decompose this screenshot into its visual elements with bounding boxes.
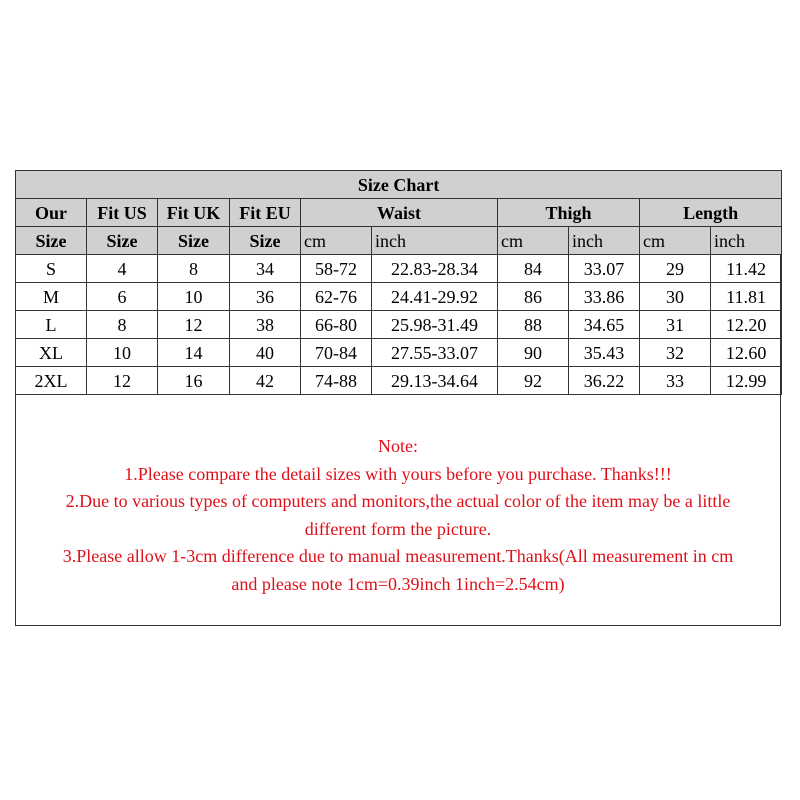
cell-fit-uk: 10 xyxy=(158,283,230,311)
length-unit-inch: inch xyxy=(711,227,782,255)
waist-unit-cm: cm xyxy=(301,227,372,255)
table-row xyxy=(16,311,782,339)
cell-fit-us: 8 xyxy=(87,311,158,339)
notes-block xyxy=(16,433,780,598)
cell-fit-uk: 16 xyxy=(158,367,230,395)
cell-thigh-cm: 88 xyxy=(498,311,569,339)
note-heading: Note: xyxy=(378,436,418,456)
cell-thigh-inch: 34.65 xyxy=(569,311,640,339)
header-our-size-sub: Size xyxy=(16,227,87,255)
cell-fit-us: 10 xyxy=(87,339,158,367)
cell-length-inch: 12.60 xyxy=(711,339,782,367)
cell-waist-cm: 70-84 xyxy=(301,339,372,367)
table-row xyxy=(16,367,782,395)
cell-length-cm: 31 xyxy=(640,311,711,339)
cell-length-cm: 33 xyxy=(640,367,711,395)
cell-length-inch: 12.20 xyxy=(711,311,782,339)
cell-thigh-inch: 36.22 xyxy=(569,367,640,395)
cell-thigh-cm: 86 xyxy=(498,283,569,311)
cell-fit-eu: 36 xyxy=(230,283,301,311)
table-row xyxy=(16,255,782,283)
cell-length-cm: 30 xyxy=(640,283,711,311)
cell-fit-us: 4 xyxy=(87,255,158,283)
size-table xyxy=(15,170,782,395)
cell-fit-eu: 40 xyxy=(230,339,301,367)
cell-waist-cm: 66-80 xyxy=(301,311,372,339)
cell-waist-inch: 24.41-29.92 xyxy=(372,283,498,311)
cell-our-size: XL xyxy=(16,339,87,367)
cell-length-inch: 12.99 xyxy=(711,367,782,395)
cell-thigh-cm: 84 xyxy=(498,255,569,283)
cell-length-cm: 32 xyxy=(640,339,711,367)
header-fit-us: Fit US xyxy=(87,199,158,227)
cell-thigh-inch: 33.07 xyxy=(569,255,640,283)
cell-waist-inch: 29.13-34.64 xyxy=(372,367,498,395)
cell-fit-uk: 14 xyxy=(158,339,230,367)
header-fit-eu: Fit EU xyxy=(230,199,301,227)
header-fit-us-sub: Size xyxy=(87,227,158,255)
header-waist: Waist xyxy=(301,199,498,227)
header-our-size: Our xyxy=(16,199,87,227)
cell-waist-inch: 22.83-28.34 xyxy=(372,255,498,283)
cell-fit-eu: 38 xyxy=(230,311,301,339)
cell-our-size: S xyxy=(16,255,87,283)
cell-length-cm: 29 xyxy=(640,255,711,283)
length-unit-cm: cm xyxy=(640,227,711,255)
note-line-3-cont: and please note 1cm=0.39inch 1inch=2.54cm) xyxy=(231,573,565,594)
cell-waist-inch: 27.55-33.07 xyxy=(372,339,498,367)
cell-fit-us: 6 xyxy=(87,283,158,311)
cell-waist-inch: 25.98-31.49 xyxy=(372,311,498,339)
cell-fit-uk: 8 xyxy=(158,255,230,283)
cell-our-size: 2XL xyxy=(16,367,87,395)
size-chart xyxy=(15,170,781,626)
cell-thigh-cm: 90 xyxy=(498,339,569,367)
cell-fit-eu: 42 xyxy=(230,367,301,395)
cell-thigh-inch: 35.43 xyxy=(569,339,640,367)
cell-fit-us: 12 xyxy=(87,367,158,395)
note-line-3: 3.Please allow 1-3cm difference due to manual measurement.Thanks(All measurement in cm xyxy=(62,546,734,566)
header-thigh: Thigh xyxy=(498,199,640,227)
header-fit-uk-sub: Size xyxy=(158,227,230,255)
cell-thigh-cm: 92 xyxy=(498,367,569,395)
note-line-1: 1.Please compare the detail sizes with yours before you purchase. Thanks!!! xyxy=(124,463,672,484)
table-row xyxy=(16,339,782,367)
size-rows xyxy=(16,255,782,395)
note-line-2: 2.Due to various types of computers and monitors,the actual color of the item may be a little xyxy=(65,491,731,511)
cell-thigh-inch: 33.86 xyxy=(569,283,640,311)
chart-title: Size Chart xyxy=(16,171,782,199)
cell-fit-eu: 34 xyxy=(230,255,301,283)
cell-length-inch: 11.42 xyxy=(711,255,782,283)
note-line-2-cont: different form the picture. xyxy=(304,518,492,539)
waist-unit-inch: inch xyxy=(372,227,498,255)
thigh-unit-cm: cm xyxy=(498,227,569,255)
header-fit-uk: Fit UK xyxy=(158,199,230,227)
cell-length-inch: 11.81 xyxy=(711,283,782,311)
thigh-unit-inch: inch xyxy=(569,227,640,255)
table-row xyxy=(16,283,782,311)
cell-waist-cm: 62-76 xyxy=(301,283,372,311)
header-length: Length xyxy=(640,199,782,227)
cell-our-size: L xyxy=(16,311,87,339)
header-fit-eu-sub: Size xyxy=(230,227,301,255)
cell-waist-cm: 74-88 xyxy=(301,367,372,395)
cell-fit-uk: 12 xyxy=(158,311,230,339)
cell-waist-cm: 58-72 xyxy=(301,255,372,283)
cell-our-size: M xyxy=(16,283,87,311)
